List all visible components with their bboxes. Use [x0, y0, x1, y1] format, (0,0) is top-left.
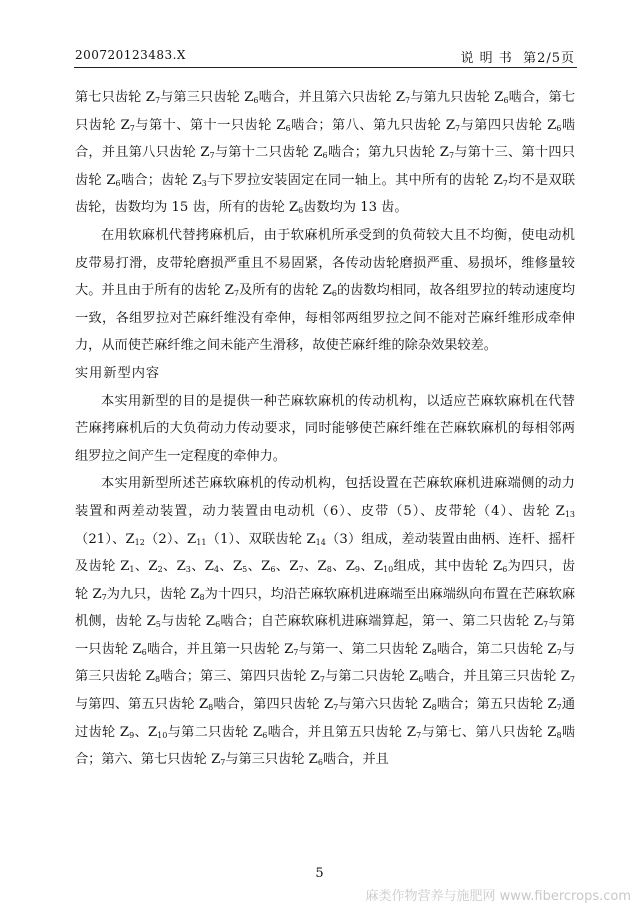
subscript: 3 [185, 565, 191, 575]
text-run: 、Z [134, 559, 158, 575]
subscript: 5 [242, 565, 248, 575]
subscript: 9 [129, 730, 135, 740]
subscript: 6 [262, 730, 268, 740]
text-run: 与第九只齿轮 Z [410, 90, 504, 105]
text-run: 、Z [247, 559, 271, 575]
text-run: 与第六只齿轮 Z [338, 697, 432, 713]
subscript: 7 [319, 675, 325, 685]
text-run: 与第三只齿轮 Z [160, 90, 254, 105]
text-run: 与第十三、第十四只齿轮 Z [75, 145, 575, 188]
subscript: 7 [209, 151, 215, 161]
text-run: 啮合，并且第五只齿轮 Z [267, 724, 417, 740]
text-run: 与第四、第五只齿轮 Z [75, 697, 209, 713]
subscript: 6 [503, 96, 509, 105]
page-info: 第2/5页 [523, 51, 575, 66]
text-run: 啮合，第四只齿轮 Z [213, 697, 334, 713]
text-run: 本实用新型所述芒麻软麻机的传动机构，包括设置在芒麻软麻机进麻端侧的动力装置和两差动装置，动力装置由电动机（6）、皮带（5）、皮带轮（4）、齿轮 Z [75, 476, 575, 519]
text-run: 与第十、第十一只齿轮 Z [134, 117, 286, 133]
text-run: 啮合；第九只齿轮 Z [327, 145, 449, 161]
text-run: 啮合；第六、第七只齿轮 Z [75, 724, 576, 768]
text-run: 啮合，并且第三只齿轮 Z [423, 669, 570, 685]
subscript: 8 [431, 647, 437, 657]
text-run: （3）组成，差动装置由曲柄、连杆、摇杆及齿轮 Z [75, 531, 576, 575]
text-run: 为四只，齿轮 Z [75, 559, 576, 602]
document-type: 说 明 书 [460, 51, 513, 66]
text-run: 、Z [190, 559, 214, 575]
subscript: 7 [154, 96, 161, 105]
text-run: 与第二只齿轮 Z [324, 669, 419, 685]
subscript: 4 [213, 565, 220, 575]
text-run: 、Z [219, 559, 243, 575]
subscript: 7 [569, 675, 575, 685]
subscript: 6 [418, 675, 424, 685]
subscript: 6 [215, 620, 221, 630]
text-run: 与齿轮 Z [160, 614, 216, 630]
subscript: 8 [431, 703, 437, 713]
text-run: 与第二只齿轮 Z [167, 724, 263, 740]
text-run: 、Z [331, 559, 355, 575]
text-run: 为九只，齿轮 Z [106, 586, 200, 602]
body-paragraph [75, 222, 575, 360]
subscript: 11 [196, 537, 207, 547]
subscript: 7 [502, 178, 508, 188]
text-run: 与第三只齿轮 Z [225, 752, 318, 768]
text-run: 、Z [359, 559, 384, 575]
text-run: 啮合，第二只齿轮 Z [436, 641, 557, 657]
text-run: 本实用新型的目的是提供一种芒麻软麻机的传动机构，以适应芒麻软麻机在代替芒麻拷麻机后的大负荷动力传动要求，同时能够使芒麻纤维在芒麻软麻机的每相邻两组罗拉之间产生一定程度的牵伸力。 [75, 393, 575, 464]
subscript: 7 [101, 592, 107, 602]
text-run: 啮合；第三、第四只齿轮 Z [160, 669, 320, 685]
page-number: 5 [315, 866, 324, 881]
text-run: 与第一只齿轮 Z [75, 614, 576, 657]
document-number: 200720123483.X [75, 48, 186, 62]
subscript: 14 [315, 537, 326, 547]
body-paragraph [75, 470, 575, 774]
subscript: 7 [233, 289, 239, 299]
text-run: 啮合；齿轮 Z [120, 172, 202, 188]
subscript: 6 [322, 151, 328, 161]
text-run: 与下罗拉安装固定在同一轴上。其中所有的齿轮 Z [206, 172, 503, 188]
text-run: 啮合；第八、第九只齿轮 Z [290, 117, 456, 133]
subscript: 8 [556, 730, 562, 740]
text-run: 啮合，并且 [322, 752, 389, 768]
subscript: 6 [285, 123, 291, 133]
text-run: 、Z [303, 559, 327, 575]
subscript: 6 [317, 758, 323, 768]
subscript: 10 [157, 730, 168, 740]
text-run: 、Z [162, 559, 186, 575]
subscript: 6 [556, 123, 562, 133]
subscript: 7 [543, 620, 549, 630]
subscript: 6 [253, 96, 259, 105]
text-run: 及所有的齿轮 Z [239, 283, 332, 299]
text-run: （1）、双联齿轮 Z [206, 531, 316, 547]
subscript: 7 [298, 565, 304, 575]
document-type-and-page [461, 47, 575, 66]
subscript: 7 [129, 123, 135, 133]
subscript: 8 [208, 703, 214, 713]
subscript: 10 [383, 565, 394, 575]
text-run: 啮合；自芒麻软麻机进麻端算起，第一、第二只齿轮 Z [220, 614, 544, 630]
subscript: 8 [326, 565, 332, 575]
subscript: 6 [141, 647, 147, 657]
subscript: 6 [270, 565, 276, 575]
text-run: 啮合，并且第六只齿轮 Z [258, 90, 405, 105]
text-run: 通过齿轮 Z [75, 697, 576, 740]
subscript: 1 [129, 565, 135, 575]
subscript: 7 [333, 703, 339, 713]
text-run: （2）、Z [144, 531, 197, 547]
text-run: 与第十二只齿轮 Z [214, 145, 323, 161]
text-run: 的齿数均相同，故各组罗拉的转动速度均一致，各组罗拉对芒麻纤维没有牵伸，每相邻两组罗拉之间不能对芒麻纤维形成牵伸力，从而使芒麻纤维之间未能产生滑移，故使芒麻纤维的除杂效果较差。 [75, 283, 576, 354]
subscript: 7 [556, 647, 562, 657]
subscript: 7 [293, 647, 299, 657]
subscript: 7 [556, 703, 562, 713]
body-paragraph [75, 388, 575, 471]
subscript: 6 [298, 206, 304, 216]
subscript: 7 [405, 96, 411, 105]
header-rule [74, 67, 577, 68]
text-run: 与第四只齿轮 Z [460, 117, 557, 133]
subscript: 9 [354, 565, 360, 575]
text-run: 与第七、第八只齿轮 Z [421, 724, 557, 740]
subscript: 12 [134, 537, 145, 547]
subscript: 7 [448, 151, 455, 161]
text-run: 在用软麻机代替拷麻机后，由于软麻机所承受到的负荷较大且不均衡，使电动机皮带易打滑，皮带轮磨损严重且不易固紧，各传动齿轮磨损严重、易损坏，维修量较大。并且由于所有的齿轮 Z [75, 227, 575, 299]
text-run: 啮合，并且第一只齿轮 Z [146, 641, 294, 657]
subscript: 3 [201, 178, 207, 188]
subscript: 5 [155, 620, 161, 630]
subscript: 8 [154, 675, 161, 685]
subscript: 7 [455, 123, 461, 133]
section-title: 实用新型内容 [75, 365, 161, 381]
text-run: 啮合；第五只齿轮 Z [436, 697, 557, 713]
text-run: 、Z [134, 724, 158, 740]
watermark: 麻类作物营养与施肥网 www.fibercrops.com [365, 889, 631, 904]
text-run: 啮合，第七只齿轮 Z [75, 90, 576, 133]
text-run: （21）、Z [75, 531, 135, 547]
text-run: 与第一、第二只齿轮 Z [298, 641, 432, 657]
body-text [75, 84, 575, 774]
text-run: 均不是双联齿轮，齿数均为 15 齿，所有的齿轮 Z [75, 172, 576, 216]
text-run: 齿数均为 13 齿。 [303, 200, 408, 216]
subscript: 6 [502, 565, 508, 575]
text-run: 第七只齿轮 Z [75, 90, 155, 105]
text-run: 为十四只，均沿芒麻软麻机进麻端至出麻端纵向布置在芒麻软麻机侧，齿轮 Z [75, 586, 576, 630]
text-run: 啮合，并且第八只齿轮 Z [75, 117, 576, 161]
subscript: 7 [416, 730, 422, 740]
subscript: 6 [331, 289, 337, 299]
subscript: 13 [564, 509, 575, 519]
text-run: 组成，其中齿轮 Z [393, 559, 503, 575]
subscript: 6 [115, 178, 121, 188]
text-run: 与第三只齿轮 Z [75, 641, 576, 685]
text-run: 、Z [275, 559, 299, 575]
subscript: 7 [220, 758, 226, 768]
body-paragraph [75, 84, 575, 222]
subscript: 8 [199, 592, 205, 602]
subscript: 2 [157, 565, 163, 575]
